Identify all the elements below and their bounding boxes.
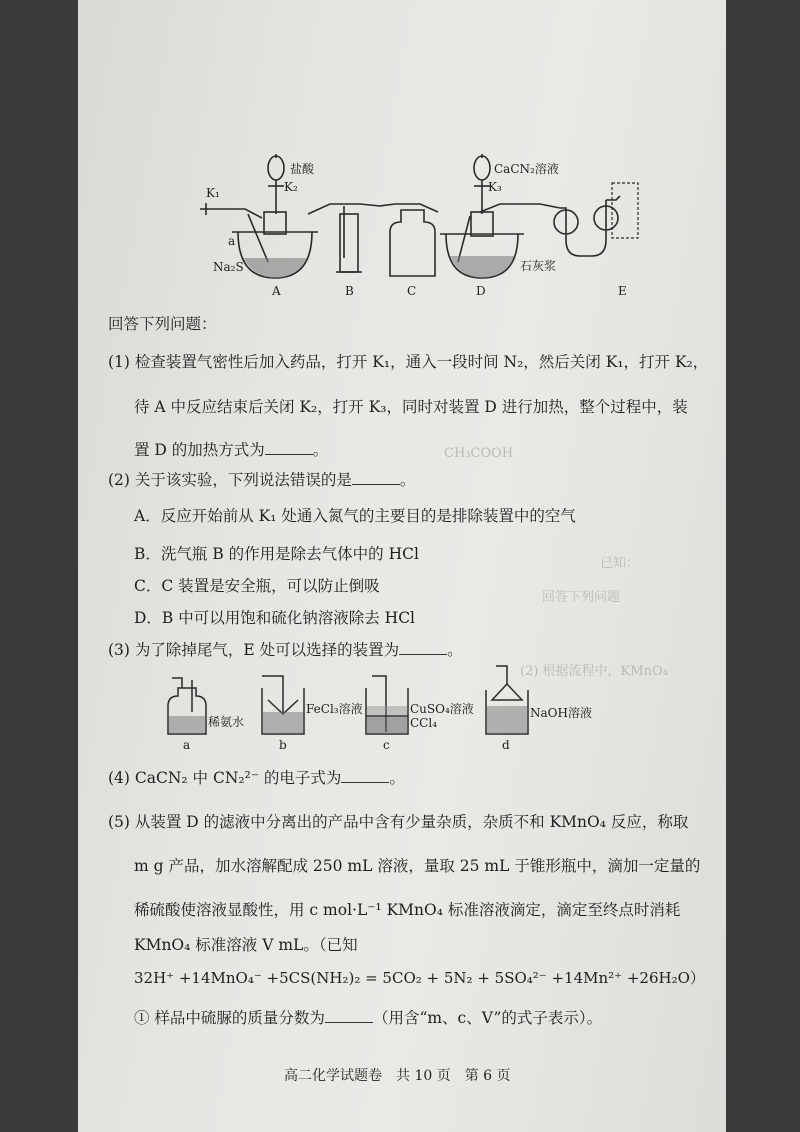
label-na2s: Na₂S bbox=[213, 260, 244, 274]
q4-stem-text: (4) CaCN₂ 中 CN₂²⁻ 的电子式为 bbox=[108, 769, 342, 787]
show-through-text: (2) 根据流程中，KMnO₄ bbox=[520, 664, 668, 679]
q2-option-d: D．B 中可以用饱和硫化钠溶液除去 HCl bbox=[134, 609, 416, 627]
device-label-b: b bbox=[279, 738, 287, 752]
label-E: E bbox=[618, 284, 627, 298]
label-a: a bbox=[228, 234, 236, 248]
q1-line3-end: 。 bbox=[312, 441, 329, 459]
label-B: B bbox=[345, 284, 354, 298]
label-hcl: 盐酸 bbox=[290, 162, 315, 176]
q5-line2: m g 产品，加水溶解配成 250 mL 溶液，量取 25 mL 于锥形瓶中，滴加一定量的 bbox=[134, 857, 701, 875]
reagent-b: FeCl₃溶液 bbox=[306, 702, 363, 716]
answer-blank[interactable] bbox=[341, 768, 389, 783]
q2-option-a: A．反应开始前从 K₁ 处通入氮气的主要目的是排除装置中的空气 bbox=[134, 507, 576, 525]
q2-option-b: B．洗气瓶 B 的作用是除去气体中的 HCl bbox=[134, 545, 419, 563]
device-label-c: c bbox=[383, 738, 390, 752]
page-footer: 高二化学试题卷 共 10 页 第 6 页 bbox=[284, 1068, 511, 1084]
device-label-a: a bbox=[183, 738, 191, 752]
show-through-text: 已知： bbox=[600, 556, 640, 571]
q2-option-c: C．C 装置是安全瓶，可以防止倒吸 bbox=[134, 577, 380, 595]
label-lime: 石灰浆 bbox=[520, 259, 557, 273]
label-k3: K₃ bbox=[488, 180, 502, 194]
answer-blank[interactable] bbox=[325, 1008, 373, 1023]
q5-sub1 bbox=[134, 1008, 602, 1028]
q5-line1: (5) 从装置 D 的滤液中分离出的产品中含有少量杂质，杂质不和 KMnO₄ 反应，称取 bbox=[108, 813, 689, 831]
q3-stem-end: 。 bbox=[447, 641, 463, 659]
q1-line2: 待 A 中反应结束后关闭 K₂，打开 K₃，同时对装置 D 进行加热，整个过程中，装 bbox=[134, 398, 688, 416]
q4-stem-end: 。 bbox=[389, 769, 405, 787]
label-k2: K₂ bbox=[284, 180, 298, 194]
q1-line3-text: 置 D 的加热方式为 bbox=[134, 441, 265, 459]
q4-stem bbox=[108, 768, 405, 788]
q5-sub1-end: （用含“m、c、V”的式子表示）。 bbox=[372, 1009, 603, 1027]
q2-stem-text: (2) 关于该实验，下列说法错误的是 bbox=[108, 471, 352, 489]
section-heading: 回答下列问题： bbox=[108, 315, 217, 333]
reagent-d: NaOH溶液 bbox=[530, 706, 592, 720]
reagent-c1: CuSO₄溶液 bbox=[410, 702, 474, 716]
q2-stem-end: 。 bbox=[399, 471, 416, 489]
label-D: D bbox=[476, 284, 486, 298]
reagent-a: 稀氨水 bbox=[208, 715, 245, 729]
show-through-text: CH₃COOH bbox=[444, 446, 514, 461]
label-cacn2: CaCN₂溶液 bbox=[494, 162, 559, 176]
label-C: C bbox=[407, 284, 417, 298]
label-k1: K₁ bbox=[206, 186, 220, 200]
reagent-c2: CCl₄ bbox=[410, 716, 438, 730]
q3-stem-text: (3) 为了除掉尾气，E 处可以选择的装置为 bbox=[108, 641, 400, 659]
q1-line1: (1) 检查装置气密性后加入药品，打开 K₁，通入一段时间 N₂，然后关闭 K₁，打开 K₂， bbox=[108, 353, 709, 371]
q5-equation: 32H⁺ +14MnO₄⁻ +5CS(NH₂)₂ = 5CO₂ + 5N₂ + 5SO₄²⁻ +14Mn²⁺ +26H₂O） bbox=[134, 969, 705, 987]
device-label-d: d bbox=[502, 738, 510, 752]
q5-line3: 稀硫酸使溶液显酸性，用 c mol·L⁻¹ KMnO₄ 标准溶液滴定，滴定至终点时消耗 bbox=[134, 901, 681, 919]
q5-line4: KMnO₄ 标准溶液 V mL。（已知 bbox=[134, 936, 358, 954]
show-through-text: 回答下列问题 bbox=[542, 590, 621, 605]
q5-sub1-text: ① 样品中硫脲的质量分数为 bbox=[134, 1009, 325, 1027]
label-A: A bbox=[272, 284, 281, 298]
